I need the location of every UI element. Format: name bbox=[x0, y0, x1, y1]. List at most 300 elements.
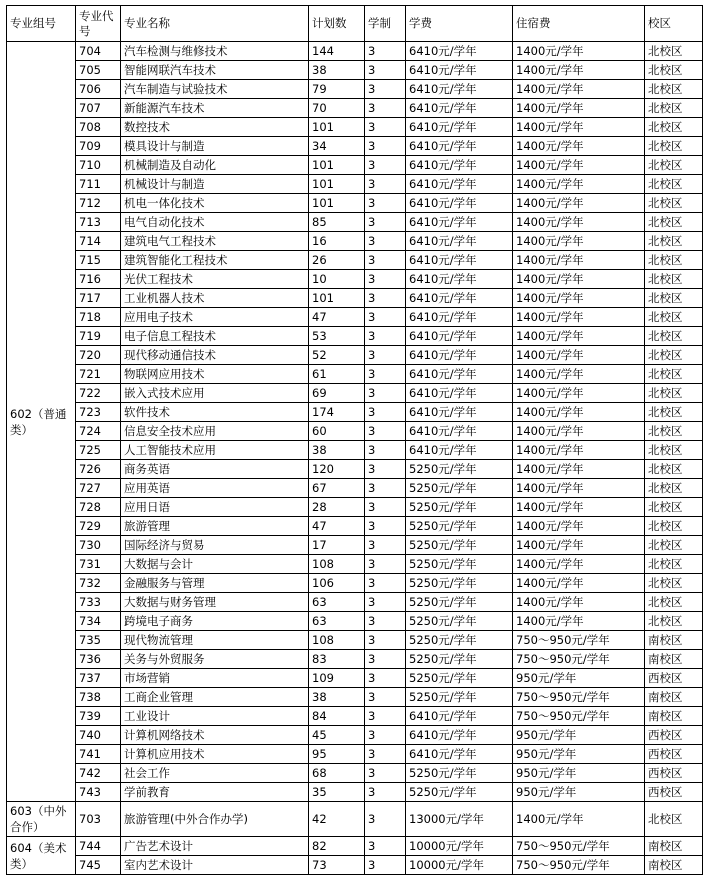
dorm-fee-cell: 750～950元/学年 bbox=[513, 856, 645, 875]
major-name-cell: 汽车制造与试验技术 bbox=[121, 80, 309, 99]
group-cell: 602（普通类） bbox=[7, 42, 76, 802]
major-code-cell: 718 bbox=[76, 308, 121, 327]
major-code-cell: 713 bbox=[76, 213, 121, 232]
plan-count-cell: 53 bbox=[309, 327, 365, 346]
campus-cell: 北校区 bbox=[645, 593, 703, 612]
plan-count-cell: 120 bbox=[309, 460, 365, 479]
campus-cell: 北校区 bbox=[645, 479, 703, 498]
study-years-cell: 3 bbox=[365, 669, 406, 688]
table-row bbox=[7, 118, 703, 137]
tuition-cell: 5250元/学年 bbox=[406, 479, 513, 498]
study-years-cell: 3 bbox=[365, 856, 406, 875]
header-tuition: 学费 bbox=[406, 6, 513, 42]
table-row bbox=[7, 612, 703, 631]
major-name-cell: 机械制造及自动化 bbox=[121, 156, 309, 175]
tuition-cell: 6410元/学年 bbox=[406, 156, 513, 175]
tuition-cell: 6410元/学年 bbox=[406, 707, 513, 726]
table-row bbox=[7, 194, 703, 213]
major-name-cell: 现代移动通信技术 bbox=[121, 346, 309, 365]
plan-count-cell: 38 bbox=[309, 61, 365, 80]
dorm-fee-cell: 1400元/学年 bbox=[513, 536, 645, 555]
major-name-cell: 旅游管理(中外合作办学) bbox=[121, 802, 309, 837]
major-code-cell: 710 bbox=[76, 156, 121, 175]
campus-cell: 北校区 bbox=[645, 42, 703, 61]
tuition-cell: 6410元/学年 bbox=[406, 194, 513, 213]
major-code-cell: 732 bbox=[76, 574, 121, 593]
major-name-cell: 人工智能技术应用 bbox=[121, 441, 309, 460]
plan-count-cell: 45 bbox=[309, 726, 365, 745]
major-code-cell: 717 bbox=[76, 289, 121, 308]
tuition-cell: 10000元/学年 bbox=[406, 837, 513, 856]
dorm-fee-cell: 1400元/学年 bbox=[513, 156, 645, 175]
major-code-cell: 745 bbox=[76, 856, 121, 875]
plan-count-cell: 47 bbox=[309, 517, 365, 536]
campus-cell: 北校区 bbox=[645, 574, 703, 593]
plan-count-cell: 101 bbox=[309, 156, 365, 175]
tuition-cell: 6410元/学年 bbox=[406, 232, 513, 251]
study-years-cell: 3 bbox=[365, 631, 406, 650]
major-code-cell: 723 bbox=[76, 403, 121, 422]
campus-cell: 西校区 bbox=[645, 764, 703, 783]
plan-count-cell: 101 bbox=[309, 289, 365, 308]
study-years-cell: 3 bbox=[365, 745, 406, 764]
major-code-cell: 735 bbox=[76, 631, 121, 650]
tuition-cell: 6410元/学年 bbox=[406, 80, 513, 99]
table-row bbox=[7, 232, 703, 251]
major-name-cell: 电子信息工程技术 bbox=[121, 327, 309, 346]
major-name-cell: 金融服务与管理 bbox=[121, 574, 309, 593]
table-row bbox=[7, 346, 703, 365]
enrollment-plan-table bbox=[6, 5, 703, 875]
major-code-cell: 705 bbox=[76, 61, 121, 80]
plan-count-cell: 83 bbox=[309, 650, 365, 669]
major-name-cell: 应用电子技术 bbox=[121, 308, 309, 327]
major-name-cell: 应用日语 bbox=[121, 498, 309, 517]
dorm-fee-cell: 750～950元/学年 bbox=[513, 650, 645, 669]
major-name-cell: 跨境电子商务 bbox=[121, 612, 309, 631]
plan-count-cell: 144 bbox=[309, 42, 365, 61]
study-years-cell: 3 bbox=[365, 536, 406, 555]
dorm-fee-cell: 1400元/学年 bbox=[513, 270, 645, 289]
study-years-cell: 3 bbox=[365, 270, 406, 289]
study-years-cell: 3 bbox=[365, 688, 406, 707]
campus-cell: 北校区 bbox=[645, 536, 703, 555]
dorm-fee-cell: 1400元/学年 bbox=[513, 99, 645, 118]
major-code-cell: 744 bbox=[76, 837, 121, 856]
dorm-fee-cell: 1400元/学年 bbox=[513, 460, 645, 479]
plan-count-cell: 34 bbox=[309, 137, 365, 156]
study-years-cell: 3 bbox=[365, 384, 406, 403]
major-code-cell: 726 bbox=[76, 460, 121, 479]
plan-count-cell: 63 bbox=[309, 612, 365, 631]
major-code-cell: 703 bbox=[76, 802, 121, 837]
dorm-fee-cell: 950元/学年 bbox=[513, 669, 645, 688]
table-row bbox=[7, 669, 703, 688]
dorm-fee-cell: 1400元/学年 bbox=[513, 327, 645, 346]
study-years-cell: 3 bbox=[365, 289, 406, 308]
dorm-fee-cell: 750～950元/学年 bbox=[513, 837, 645, 856]
tuition-cell: 6410元/学年 bbox=[406, 327, 513, 346]
major-name-cell: 建筑电气工程技术 bbox=[121, 232, 309, 251]
campus-cell: 西校区 bbox=[645, 669, 703, 688]
major-name-cell: 电气自动化技术 bbox=[121, 213, 309, 232]
major-name-cell: 现代物流管理 bbox=[121, 631, 309, 650]
tuition-cell: 6410元/学年 bbox=[406, 289, 513, 308]
tuition-cell: 6410元/学年 bbox=[406, 61, 513, 80]
major-name-cell: 商务英语 bbox=[121, 460, 309, 479]
tuition-cell: 5250元/学年 bbox=[406, 536, 513, 555]
dorm-fee-cell: 1400元/学年 bbox=[513, 612, 645, 631]
table-row bbox=[7, 745, 703, 764]
major-code-cell: 715 bbox=[76, 251, 121, 270]
study-years-cell: 3 bbox=[365, 764, 406, 783]
plan-count-cell: 109 bbox=[309, 669, 365, 688]
table-row bbox=[7, 764, 703, 783]
table-row bbox=[7, 403, 703, 422]
study-years-cell: 3 bbox=[365, 251, 406, 270]
study-years-cell: 3 bbox=[365, 517, 406, 536]
dorm-fee-cell: 750～950元/学年 bbox=[513, 688, 645, 707]
major-code-cell: 709 bbox=[76, 137, 121, 156]
major-code-cell: 708 bbox=[76, 118, 121, 137]
plan-count-cell: 60 bbox=[309, 422, 365, 441]
dorm-fee-cell: 1400元/学年 bbox=[513, 232, 645, 251]
plan-count-cell: 42 bbox=[309, 802, 365, 837]
campus-cell: 北校区 bbox=[645, 365, 703, 384]
campus-cell: 北校区 bbox=[645, 403, 703, 422]
study-years-cell: 3 bbox=[365, 479, 406, 498]
dorm-fee-cell: 1400元/学年 bbox=[513, 137, 645, 156]
header-row bbox=[7, 6, 703, 42]
major-code-cell: 743 bbox=[76, 783, 121, 802]
plan-count-cell: 106 bbox=[309, 574, 365, 593]
plan-count-cell: 67 bbox=[309, 479, 365, 498]
study-years-cell: 3 bbox=[365, 650, 406, 669]
dorm-fee-cell: 1400元/学年 bbox=[513, 441, 645, 460]
major-code-cell: 711 bbox=[76, 175, 121, 194]
major-code-cell: 737 bbox=[76, 669, 121, 688]
tuition-cell: 6410元/学年 bbox=[406, 745, 513, 764]
major-code-cell: 742 bbox=[76, 764, 121, 783]
major-name-cell: 计算机网络技术 bbox=[121, 726, 309, 745]
table-row bbox=[7, 498, 703, 517]
campus-cell: 北校区 bbox=[645, 80, 703, 99]
study-years-cell: 3 bbox=[365, 99, 406, 118]
study-years-cell: 3 bbox=[365, 80, 406, 99]
plan-count-cell: 61 bbox=[309, 365, 365, 384]
plan-count-cell: 26 bbox=[309, 251, 365, 270]
plan-count-cell: 52 bbox=[309, 346, 365, 365]
study-years-cell: 3 bbox=[365, 802, 406, 837]
dorm-fee-cell: 950元/学年 bbox=[513, 745, 645, 764]
campus-cell: 南校区 bbox=[645, 650, 703, 669]
major-name-cell: 国际经济与贸易 bbox=[121, 536, 309, 555]
campus-cell: 北校区 bbox=[645, 555, 703, 574]
campus-cell: 北校区 bbox=[645, 308, 703, 327]
dorm-fee-cell: 1400元/学年 bbox=[513, 118, 645, 137]
major-name-cell: 工业机器人技术 bbox=[121, 289, 309, 308]
dorm-fee-cell: 1400元/学年 bbox=[513, 61, 645, 80]
table-row bbox=[7, 213, 703, 232]
tuition-cell: 6410元/学年 bbox=[406, 365, 513, 384]
major-code-cell: 725 bbox=[76, 441, 121, 460]
table-row bbox=[7, 517, 703, 536]
study-years-cell: 3 bbox=[365, 498, 406, 517]
table-row bbox=[7, 536, 703, 555]
study-years-cell: 3 bbox=[365, 837, 406, 856]
study-years-cell: 3 bbox=[365, 118, 406, 137]
major-code-cell: 722 bbox=[76, 384, 121, 403]
dorm-fee-cell: 1400元/学年 bbox=[513, 574, 645, 593]
plan-count-cell: 63 bbox=[309, 593, 365, 612]
plan-count-cell: 68 bbox=[309, 764, 365, 783]
major-code-cell: 739 bbox=[76, 707, 121, 726]
table-row bbox=[7, 688, 703, 707]
dorm-fee-cell: 1400元/学年 bbox=[513, 194, 645, 213]
study-years-cell: 3 bbox=[365, 327, 406, 346]
major-name-cell: 数控技术 bbox=[121, 118, 309, 137]
tuition-cell: 6410元/学年 bbox=[406, 270, 513, 289]
header-name: 专业名称 bbox=[121, 6, 309, 42]
major-name-cell: 大数据与会计 bbox=[121, 555, 309, 574]
tuition-cell: 6410元/学年 bbox=[406, 251, 513, 270]
tuition-cell: 6410元/学年 bbox=[406, 384, 513, 403]
table-row bbox=[7, 555, 703, 574]
dorm-fee-cell: 1400元/学年 bbox=[513, 42, 645, 61]
major-code-cell: 741 bbox=[76, 745, 121, 764]
study-years-cell: 3 bbox=[365, 707, 406, 726]
dorm-fee-cell: 1400元/学年 bbox=[513, 802, 645, 837]
table-row bbox=[7, 308, 703, 327]
campus-cell: 北校区 bbox=[645, 156, 703, 175]
major-name-cell: 建筑智能化工程技术 bbox=[121, 251, 309, 270]
major-code-cell: 724 bbox=[76, 422, 121, 441]
plan-count-cell: 70 bbox=[309, 99, 365, 118]
major-name-cell: 旅游管理 bbox=[121, 517, 309, 536]
study-years-cell: 3 bbox=[365, 194, 406, 213]
major-name-cell: 室内艺术设计 bbox=[121, 856, 309, 875]
header-code: 专业代号 bbox=[76, 6, 121, 42]
plan-count-cell: 108 bbox=[309, 631, 365, 650]
major-code-cell: 721 bbox=[76, 365, 121, 384]
dorm-fee-cell: 1400元/学年 bbox=[513, 251, 645, 270]
dorm-fee-cell: 1400元/学年 bbox=[513, 365, 645, 384]
study-years-cell: 3 bbox=[365, 574, 406, 593]
major-code-cell: 716 bbox=[76, 270, 121, 289]
study-years-cell: 3 bbox=[365, 42, 406, 61]
campus-cell: 北校区 bbox=[645, 802, 703, 837]
major-code-cell: 738 bbox=[76, 688, 121, 707]
table-row bbox=[7, 856, 703, 875]
tuition-cell: 5250元/学年 bbox=[406, 650, 513, 669]
study-years-cell: 3 bbox=[365, 346, 406, 365]
table-row bbox=[7, 631, 703, 650]
study-years-cell: 3 bbox=[365, 726, 406, 745]
major-code-cell: 734 bbox=[76, 612, 121, 631]
study-years-cell: 3 bbox=[365, 403, 406, 422]
campus-cell: 南校区 bbox=[645, 707, 703, 726]
study-years-cell: 3 bbox=[365, 365, 406, 384]
table-row bbox=[7, 783, 703, 802]
plan-count-cell: 85 bbox=[309, 213, 365, 232]
dorm-fee-cell: 1400元/学年 bbox=[513, 555, 645, 574]
tuition-cell: 6410元/学年 bbox=[406, 99, 513, 118]
dorm-fee-cell: 1400元/学年 bbox=[513, 498, 645, 517]
tuition-cell: 5250元/学年 bbox=[406, 669, 513, 688]
campus-cell: 北校区 bbox=[645, 289, 703, 308]
table-row bbox=[7, 137, 703, 156]
study-years-cell: 3 bbox=[365, 593, 406, 612]
campus-cell: 南校区 bbox=[645, 631, 703, 650]
campus-cell: 北校区 bbox=[645, 612, 703, 631]
study-years-cell: 3 bbox=[365, 137, 406, 156]
table-row bbox=[7, 289, 703, 308]
dorm-fee-cell: 1400元/学年 bbox=[513, 308, 645, 327]
major-name-cell: 光伏工程技术 bbox=[121, 270, 309, 289]
campus-cell: 北校区 bbox=[645, 460, 703, 479]
plan-count-cell: 17 bbox=[309, 536, 365, 555]
plan-count-cell: 101 bbox=[309, 194, 365, 213]
plan-count-cell: 108 bbox=[309, 555, 365, 574]
dorm-fee-cell: 750～950元/学年 bbox=[513, 707, 645, 726]
tuition-cell: 5250元/学年 bbox=[406, 460, 513, 479]
study-years-cell: 3 bbox=[365, 213, 406, 232]
header-dorm: 住宿费 bbox=[513, 6, 645, 42]
tuition-cell: 6410元/学年 bbox=[406, 441, 513, 460]
study-years-cell: 3 bbox=[365, 441, 406, 460]
campus-cell: 北校区 bbox=[645, 346, 703, 365]
tuition-cell: 5250元/学年 bbox=[406, 555, 513, 574]
dorm-fee-cell: 1400元/学年 bbox=[513, 403, 645, 422]
major-code-cell: 707 bbox=[76, 99, 121, 118]
plan-count-cell: 10 bbox=[309, 270, 365, 289]
campus-cell: 北校区 bbox=[645, 194, 703, 213]
campus-cell: 北校区 bbox=[645, 270, 703, 289]
table-row bbox=[7, 99, 703, 118]
dorm-fee-cell: 1400元/学年 bbox=[513, 346, 645, 365]
table-row bbox=[7, 384, 703, 403]
campus-cell: 北校区 bbox=[645, 61, 703, 80]
tuition-cell: 5250元/学年 bbox=[406, 517, 513, 536]
tuition-cell: 5250元/学年 bbox=[406, 688, 513, 707]
major-name-cell: 广告艺术设计 bbox=[121, 837, 309, 856]
dorm-fee-cell: 750～950元/学年 bbox=[513, 631, 645, 650]
study-years-cell: 3 bbox=[365, 232, 406, 251]
major-name-cell: 大数据与财务管理 bbox=[121, 593, 309, 612]
major-code-cell: 727 bbox=[76, 479, 121, 498]
major-name-cell: 计算机应用技术 bbox=[121, 745, 309, 764]
major-code-cell: 706 bbox=[76, 80, 121, 99]
major-name-cell: 智能网联汽车技术 bbox=[121, 61, 309, 80]
major-name-cell: 机电一体化技术 bbox=[121, 194, 309, 213]
plan-count-cell: 73 bbox=[309, 856, 365, 875]
plan-count-cell: 174 bbox=[309, 403, 365, 422]
tuition-cell: 6410元/学年 bbox=[406, 175, 513, 194]
header-campus: 校区 bbox=[645, 6, 703, 42]
major-name-cell: 物联网应用技术 bbox=[121, 365, 309, 384]
study-years-cell: 3 bbox=[365, 61, 406, 80]
tuition-cell: 6410元/学年 bbox=[406, 308, 513, 327]
dorm-fee-cell: 1400元/学年 bbox=[513, 175, 645, 194]
dorm-fee-cell: 1400元/学年 bbox=[513, 593, 645, 612]
campus-cell: 南校区 bbox=[645, 688, 703, 707]
dorm-fee-cell: 1400元/学年 bbox=[513, 479, 645, 498]
major-code-cell: 730 bbox=[76, 536, 121, 555]
plan-count-cell: 16 bbox=[309, 232, 365, 251]
major-name-cell: 工业设计 bbox=[121, 707, 309, 726]
dorm-fee-cell: 1400元/学年 bbox=[513, 80, 645, 99]
campus-cell: 北校区 bbox=[645, 441, 703, 460]
study-years-cell: 3 bbox=[365, 175, 406, 194]
major-code-cell: 736 bbox=[76, 650, 121, 669]
table-row bbox=[7, 460, 703, 479]
dorm-fee-cell: 1400元/学年 bbox=[513, 422, 645, 441]
dorm-fee-cell: 1400元/学年 bbox=[513, 289, 645, 308]
tuition-cell: 5250元/学年 bbox=[406, 783, 513, 802]
table-row bbox=[7, 422, 703, 441]
campus-cell: 北校区 bbox=[645, 99, 703, 118]
tuition-cell: 10000元/学年 bbox=[406, 856, 513, 875]
tuition-cell: 6410元/学年 bbox=[406, 42, 513, 61]
campus-cell: 北校区 bbox=[645, 175, 703, 194]
campus-cell: 西校区 bbox=[645, 745, 703, 764]
plan-count-cell: 38 bbox=[309, 441, 365, 460]
plan-count-cell: 101 bbox=[309, 175, 365, 194]
campus-cell: 北校区 bbox=[645, 232, 703, 251]
group-cell: 604（美术类） bbox=[7, 837, 76, 875]
dorm-fee-cell: 1400元/学年 bbox=[513, 213, 645, 232]
major-name-cell: 软件技术 bbox=[121, 403, 309, 422]
dorm-fee-cell: 1400元/学年 bbox=[513, 517, 645, 536]
dorm-fee-cell: 950元/学年 bbox=[513, 764, 645, 783]
plan-count-cell: 95 bbox=[309, 745, 365, 764]
dorm-fee-cell: 950元/学年 bbox=[513, 726, 645, 745]
tuition-cell: 5250元/学年 bbox=[406, 498, 513, 517]
study-years-cell: 3 bbox=[365, 422, 406, 441]
tuition-cell: 6410元/学年 bbox=[406, 137, 513, 156]
table-row bbox=[7, 80, 703, 99]
table-row bbox=[7, 802, 703, 837]
campus-cell: 西校区 bbox=[645, 726, 703, 745]
plan-count-cell: 84 bbox=[309, 707, 365, 726]
header-plan: 计划数 bbox=[309, 6, 365, 42]
study-years-cell: 3 bbox=[365, 156, 406, 175]
tuition-cell: 5250元/学年 bbox=[406, 612, 513, 631]
campus-cell: 北校区 bbox=[645, 384, 703, 403]
major-name-cell: 机械设计与制造 bbox=[121, 175, 309, 194]
tuition-cell: 5250元/学年 bbox=[406, 631, 513, 650]
campus-cell: 北校区 bbox=[645, 213, 703, 232]
study-years-cell: 3 bbox=[365, 460, 406, 479]
campus-cell: 北校区 bbox=[645, 517, 703, 536]
plan-count-cell: 82 bbox=[309, 837, 365, 856]
table-row bbox=[7, 175, 703, 194]
study-years-cell: 3 bbox=[365, 555, 406, 574]
campus-cell: 北校区 bbox=[645, 498, 703, 517]
major-name-cell: 信息安全技术应用 bbox=[121, 422, 309, 441]
table-row bbox=[7, 441, 703, 460]
tuition-cell: 6410元/学年 bbox=[406, 213, 513, 232]
major-name-cell: 模具设计与制造 bbox=[121, 137, 309, 156]
table-row bbox=[7, 593, 703, 612]
table-row bbox=[7, 270, 703, 289]
table-row bbox=[7, 837, 703, 856]
group-cell: 603（中外合作） bbox=[7, 802, 76, 837]
table-row bbox=[7, 42, 703, 61]
dorm-fee-cell: 1400元/学年 bbox=[513, 384, 645, 403]
major-code-cell: 728 bbox=[76, 498, 121, 517]
campus-cell: 西校区 bbox=[645, 783, 703, 802]
